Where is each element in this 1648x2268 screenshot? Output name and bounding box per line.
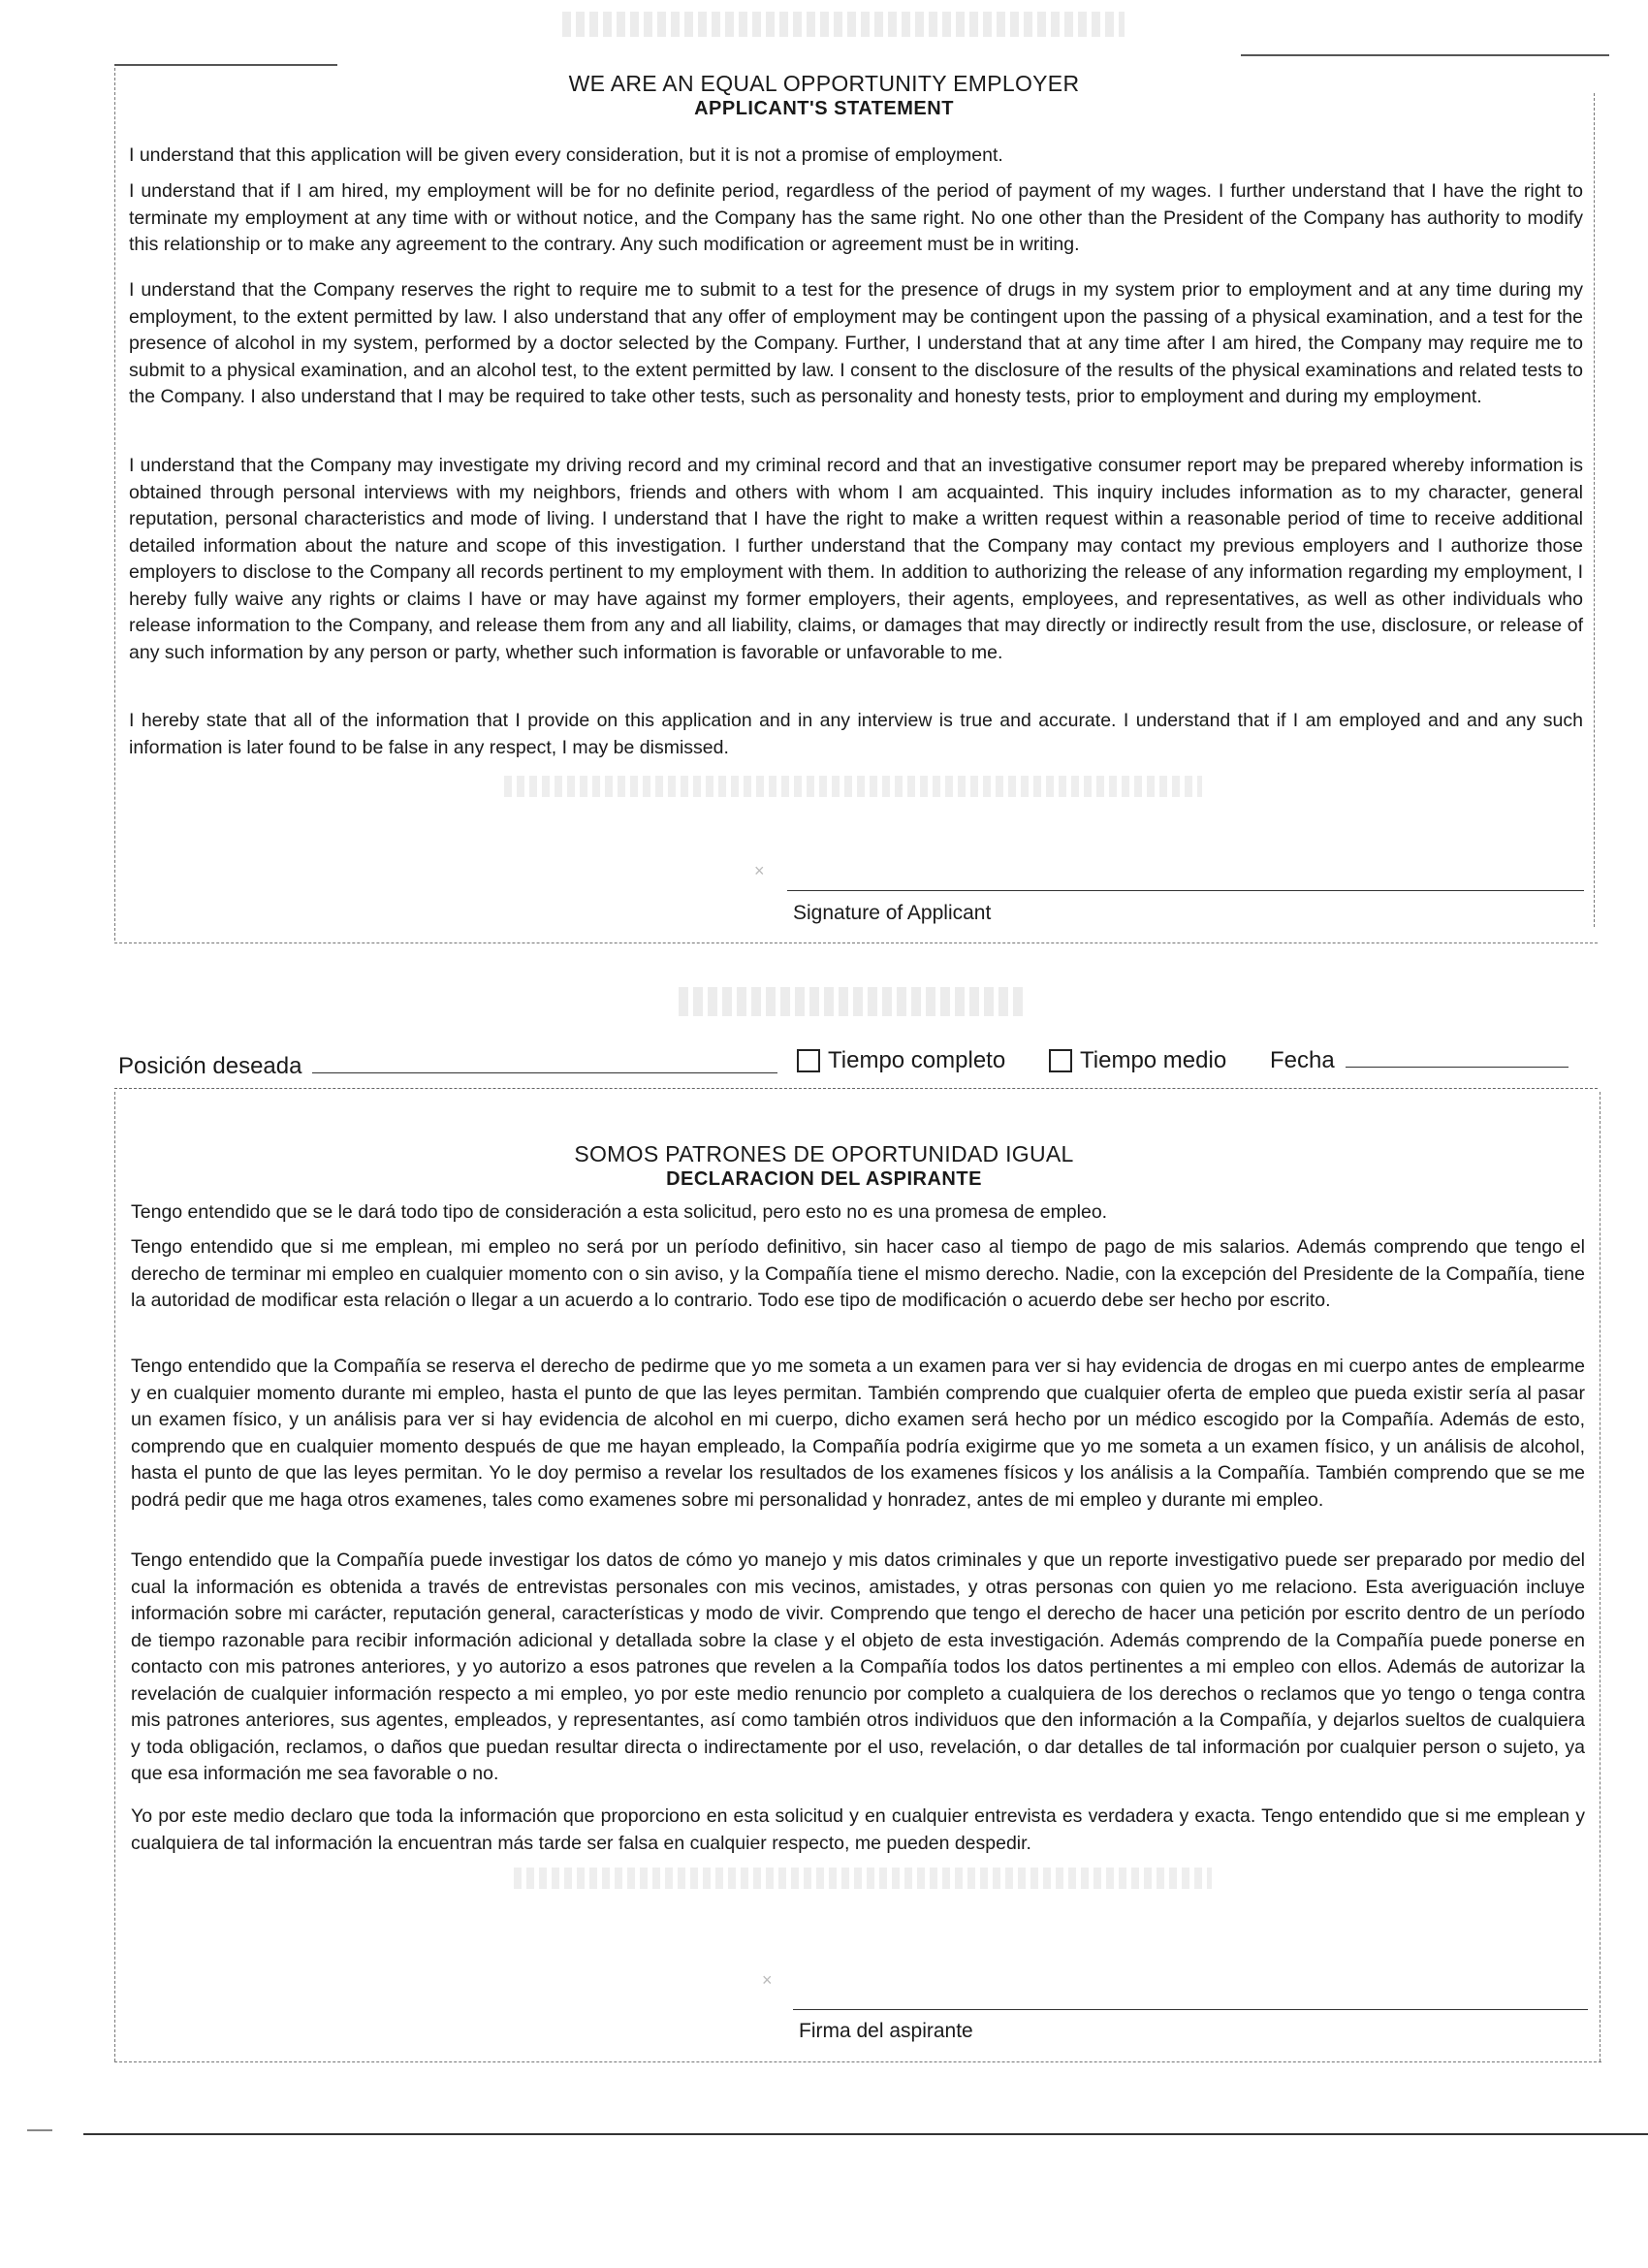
full-time-option[interactable] <box>797 1047 1005 1074</box>
spanish-subheading: DECLARACION DEL ASPIRANTE <box>666 1168 982 1190</box>
spanish-signature-label: Firma del aspirante <box>799 2020 973 2042</box>
faint-top-banner <box>562 12 1125 37</box>
applicant-signature-label: Signature of Applicant <box>793 902 992 924</box>
faint-bottom-banner <box>514 1868 1212 1889</box>
firma-mark-x: × <box>762 1970 773 1990</box>
spanish-signature-line[interactable] <box>793 2009 1588 2010</box>
spanish-heading: SOMOS PATRONES DE OPORTUNIDAD IGUAL <box>574 1141 1074 1166</box>
date-input-line[interactable] <box>1346 1067 1569 1068</box>
spanish-paragraph-1: Tengo entendido que se le dará todo tipo de consideración a esta solicitud, pero esto no es una promesa de empleo. <box>131 1201 1108 1223</box>
spanish-frame-left <box>114 1092 115 2061</box>
top-frame-line-right <box>1241 54 1609 56</box>
top-frame-line-left <box>114 64 337 66</box>
bottom-edge-mark <box>27 2129 52 2131</box>
position-label: Posición deseada <box>118 1053 302 1079</box>
spanish-paragraph-5: Yo por este medio declaro que toda la información que proporciono en esta solicitud y en cualquier entrevista es verdadera y exacta. Tengo entendido que si me emplean y cualquiera de tal información la encuentran más tarde ser falsa en cualquier respecto, me pueden despedir. <box>131 1805 1585 1854</box>
spanish-paragraph-2: Tengo entendido que si me emplean, mi empleo no será por un período definitivo, sin hacer caso al tiempo de pago de mis salarios. Además comprendo que tengo el derecho de terminar mi empleo en cualquier momento con o sin aviso, y la Compañía tiene el mismo derecho. Nadie, con la excepción del Presidente de la Compañía, tiene la autoridad de modificar esta relación o llegar a un acuerdo a lo contrario. Todo ese tipo de modificación o acuerdo debe ser hecho por escrito. <box>131 1236 1585 1311</box>
spanish-frame-bottom <box>114 2061 1601 2062</box>
frame-right-border <box>1594 93 1595 927</box>
part-time-option[interactable] <box>1049 1047 1226 1074</box>
english-paragraph-4: I understand that the Company may investigate my driving record and my criminal record and that an investigative consumer report may be prepared whereby information is obtained through personal interviews with my neighbors, friends and others with whom I am acquainted. This inquiry includes information as to my character, general reputation, personal characteristics and mode of living. I understand that I have the right to make a written request within a reasonable period of time to receive additional detailed information about the nature and scope of this investigation. I further understand that the Company may contact my previous employers and I authorize those employers to disclose to the Company all records pertinent to my employment with them. In addition to authorizing the release of any information regarding my employment, I hereby fully waive any rights or claims I have or may have against my former employers, their agents, employees, and representatives, as well as other individuals who release information to the Company, and release them from any and all liability, claims, or damages that may directly or indirectly result from the use, disclosure, or release of any such information by any person or party, whether such information is favorable or unfavorable to me. <box>129 455 1583 663</box>
english-paragraph-1: I understand that this application will be given every consideration, but it is not a promise of employment. <box>129 144 1003 166</box>
applicant-signature-line[interactable] <box>787 890 1584 891</box>
full-time-label: Tiempo completo <box>828 1047 1006 1073</box>
faint-mid-banner <box>504 776 1202 797</box>
position-input-line[interactable] <box>312 1072 777 1073</box>
frame-bottom-border <box>114 942 1598 943</box>
faint-section-banner <box>679 987 1028 1016</box>
full-time-checkbox[interactable] <box>797 1049 820 1072</box>
spanish-paragraph-3: Tengo entendido que la Compañía se reserva el derecho de pedirme que yo me someta a un examen para ver si hay evidencia de drogas en mi cuerpo antes de emplearme y en cualquier momento durante mi empleo, hasta el punto de que las leyes permitan. También comprendo que cualquier oferta de empleo que pueda existir sería al pasar un examen físico, y un análisis para ver si hay evidencia de alcohol en mi cuerpo, dicho examen será hecho por un médico escogido por la Compañía. Además de esto, comprendo que en cualquier momento después de que me hayan empleado, la Compañía podría exigirme que yo me someta a un examen físico, y un análisis de alcohol, hasta el punto de que las leyes permitan. Yo le doy permiso a revelar los resultados de los examenes físicos y los análisis a la Compañía. También comprendo que se me podrá pedir que me haga otros examenes, tales como examenes sobre mi personalidad y honradez, antes de mi empleo y durante mi empleo. <box>131 1356 1585 1511</box>
english-paragraph-2: I understand that if I am hired, my employment will be for no definite period, regardless of the period of payment of my wages. I further understand that I have the right to terminate my employment at any time with or without notice, and the Company has the same right. No one other than the President of the Company has authority to modify this relationship or to make any agreement to the contrary. Any such modification or agreement must be in writing. <box>129 180 1583 255</box>
frame-left-border <box>114 68 115 941</box>
english-paragraph-3: I understand that the Company reserves the right to require me to submit to a test for the presence of drugs in my system prior to employment and at any time during my employment, to the extent permitted by law. I also understand that any offer of employment may be contingent upon the passing of a physical examination, and a test for the presence of alcohol in my system, performed by a doctor selected by the Company. Further, I understand that at any time after I am hired, the Company may require me to submit to a physical examination, and an alcohol test, to the extent permitted by law. I consent to the disclosure of the results of the physical examinations and related tests to the Company. I also understand that I may be required to take other tests, such as personality and honesty tests, prior to employment and during my employment. <box>129 279 1583 407</box>
english-subheading: APPLICANT'S STATEMENT <box>694 98 954 119</box>
date-label: Fecha <box>1270 1047 1335 1073</box>
english-heading: WE ARE AN EQUAL OPPORTUNITY EMPLOYER <box>568 71 1080 96</box>
english-paragraph-5: I hereby state that all of the information that I provide on this application and in any interview is true and accurate. I understand that if I am employed and and any such information is later found to be false in any respect, I may be dismissed. <box>129 710 1583 758</box>
signature-mark-x: × <box>754 861 765 880</box>
spanish-paragraph-4: Tengo entendido que la Compañía puede investigar los datos de cómo yo manejo y mis datos criminales y que un reporte investigativo puede ser preparado por medio del cual la información es obtenida a través de entrevistas personales con mis vecinos, amistades, y otras personas con quien yo me relaciono. Esta averiguación incluye información sobre mi carácter, reputación general, características y modo de vivir. Comprendo que tengo el derecho de hacer una petición por escrito dentro de un período de tiempo razonable para recibir información adicional y detallada sobre la clase y el objeto de esta investigación. Además comprendo de la Compañía puede ponerse en contacto con mis patrones anteriores, y yo autorizo a esos patrones que revelen a la Compañía todos los datos pertinentes a mi empleo con ellos. Además de autorizar la revelación de cualquier información respecto a mi empleo, yo por este medio renuncio por completo a cualquiera de los derechos o reclamos que yo tengo o tenga contra mis patrones anteriores, sus agentes, empleados, y representantes, así como también otros individuos que den información a la Compañía, y dejarlos sueltos de cualquiera y toda obligación, reclamos, o daños que puedan resultar directa o indirectamente por el uso, revelación, o dar detalles de tal información por cualquier person o sujeto, ya que esa información me sea favorable o no. <box>131 1549 1585 1784</box>
bottom-edge-line <box>83 2133 1648 2135</box>
part-time-label: Tiempo medio <box>1080 1047 1227 1073</box>
spanish-frame-top <box>114 1088 1598 1089</box>
part-time-checkbox[interactable] <box>1049 1049 1072 1072</box>
